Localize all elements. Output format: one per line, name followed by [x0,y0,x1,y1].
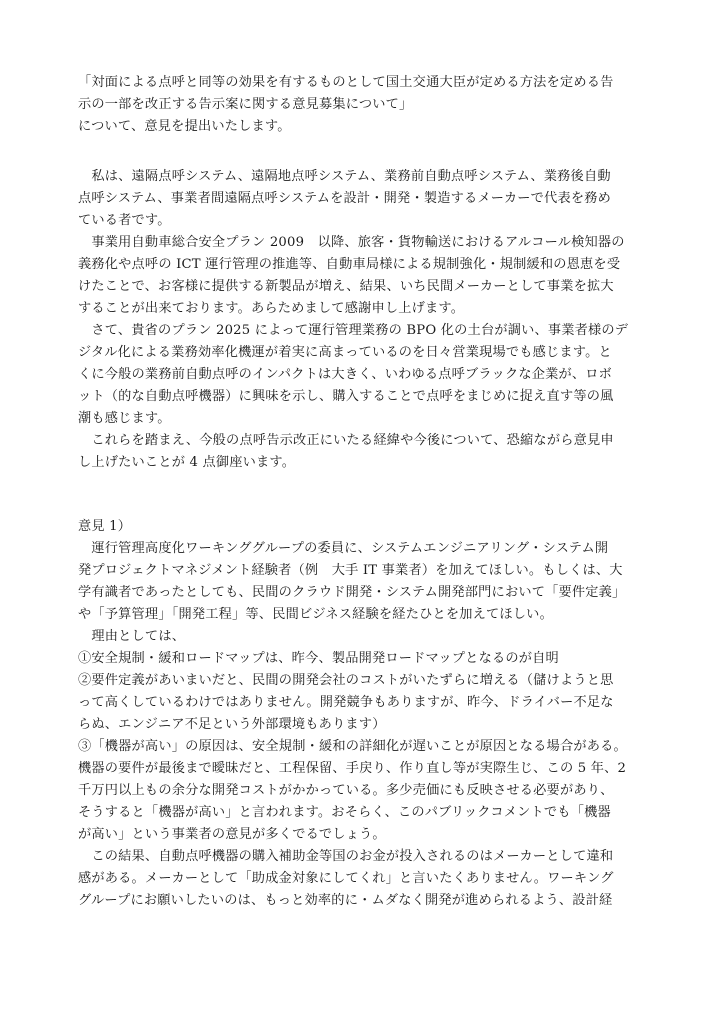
opinion-line: 感がある。メーカーとして「助成金対象にしてくれ」と言いたくありません。ワーキング [78,871,614,886]
body-section [78,166,644,474]
opinion-heading: 意見 1） [78,519,132,534]
body-line: くに今般の業務前自動点呼のインパクトは大きく、いわゆる点呼ブラックな企業が、ロボ [78,367,613,382]
body-line: 事業用自動車総合安全プラン 2009 以降、旅客・貨物輸送におけるアルコール検知器の [78,235,625,250]
opinion-line: 千万円以上もの余分な開発コストがかかっている。多少売価にも反映させる必要があり、 [78,783,614,798]
intro-line: について、意見を提出いたします。 [78,119,291,134]
opinion-line: ②要件定義があいまいだと、民間の開発会社のコストがいたずらに増える（儲けようと思 [78,673,614,688]
body-line: ット（的な自動点呼機器）に興味を示し、購入することで点呼をまじめに捉え直す等の風 [78,389,614,404]
body-line: 私は、遠隔点呼システム、遠隔地点呼システム、業務前自動点呼システム、業務後自動 [78,169,611,184]
body-line: 点呼システム、事業者間遠隔点呼システムを設計・開発・製造するメーカーで代表を務め [78,191,611,206]
opinion-line: 発プロジェクトマネジメント経験者（例 大手 IT 事業者）を加えてほしい。もしくは、大 [78,563,623,578]
body-line: し上げたいことが 4 点御座います。 [78,455,296,470]
intro-line: 示の一部を改正する告示案に関する意見募集について」 [78,97,413,112]
opinion-line: 運行管理高度化ワーキンググループの委員に、システムエンジニアリング・システム開 [78,541,609,556]
opinion-line: が高い」という事業者の意見が多くでるでしょう。 [78,827,386,842]
opinion-line: らぬ、エンジニア不足という外部環境もあります） [78,717,386,732]
body-line: さて、貴省のプラン 2025 によって運行管理業務の BPO 化の土台が調い、事業者様のデ [78,323,629,338]
opinion-line: そうすると「機器が高い」と言われます。おそらく、このパブリックコメントでも「機器 [78,805,611,820]
opinion-1-section [78,516,644,912]
opinion-line: 理由としては、 [78,629,186,644]
opinion-line: グループにお願いしたいのは、もっと効率的に・ムダなく開発が進められるよう、設計経 [78,893,613,908]
body-line: けたことで、お客様に提供する新製品が増え、結果、いち民間メーカーとして事業を拡大 [78,279,614,294]
body-line: これらを踏まえ、今般の点呼告示改正にいたる経緯や今後について、恐縮ながら意見申 [78,433,614,448]
opinion-line: この結果、自動点呼機器の購入補助金等国のお金が投入されるのはメーカーとして違和 [78,849,614,864]
opinion-line: ①安全規制・緩和ロードマップは、昨今、製品開発ロードマップとなるのが自明 [78,651,559,666]
opinion-line: や「予算管理」「開発工程」等、民間ビジネス経験を経たひとを加えてほしい。 [78,607,553,622]
body-line: ている者です。 [78,213,171,228]
intro-line: 「対面による点呼と同等の効果を有するものとして国土交通大臣が定める方法を定める告 [78,75,614,90]
body-line: 義務化や点呼の ICT 運行管理の推進等、自動車局様による規制強化・規制緩和の恩恵を受 [78,257,621,272]
body-line: 潮も感じます。 [78,411,171,426]
opinion-line: 学有識者であったとしても、民間のクラウド開発・システム開発部門において「要件定義」 [78,585,626,600]
body-line: ジタル化による業務効率化機運が着実に高まっているのを日々営業現場でも感じます。と [78,345,612,360]
opinion-line: って高くしているわけではありません。開発競争もありますが、昨今、ドライバー不足な [78,695,614,710]
opinion-line: 機器の要件が最後まで曖昧だと、工程保留、手戻り、作り直し等が実際生じ、この 5 年、2 [78,761,627,776]
opinion-line: ③「機器が高い」の原因は、安全規制・緩和の詳細化が遅いことが原因となる場合がある。 [78,739,627,754]
intro-paragraph [78,72,644,138]
body-line: することが出来ております。あらためまして感謝申し上げます。 [78,301,465,316]
